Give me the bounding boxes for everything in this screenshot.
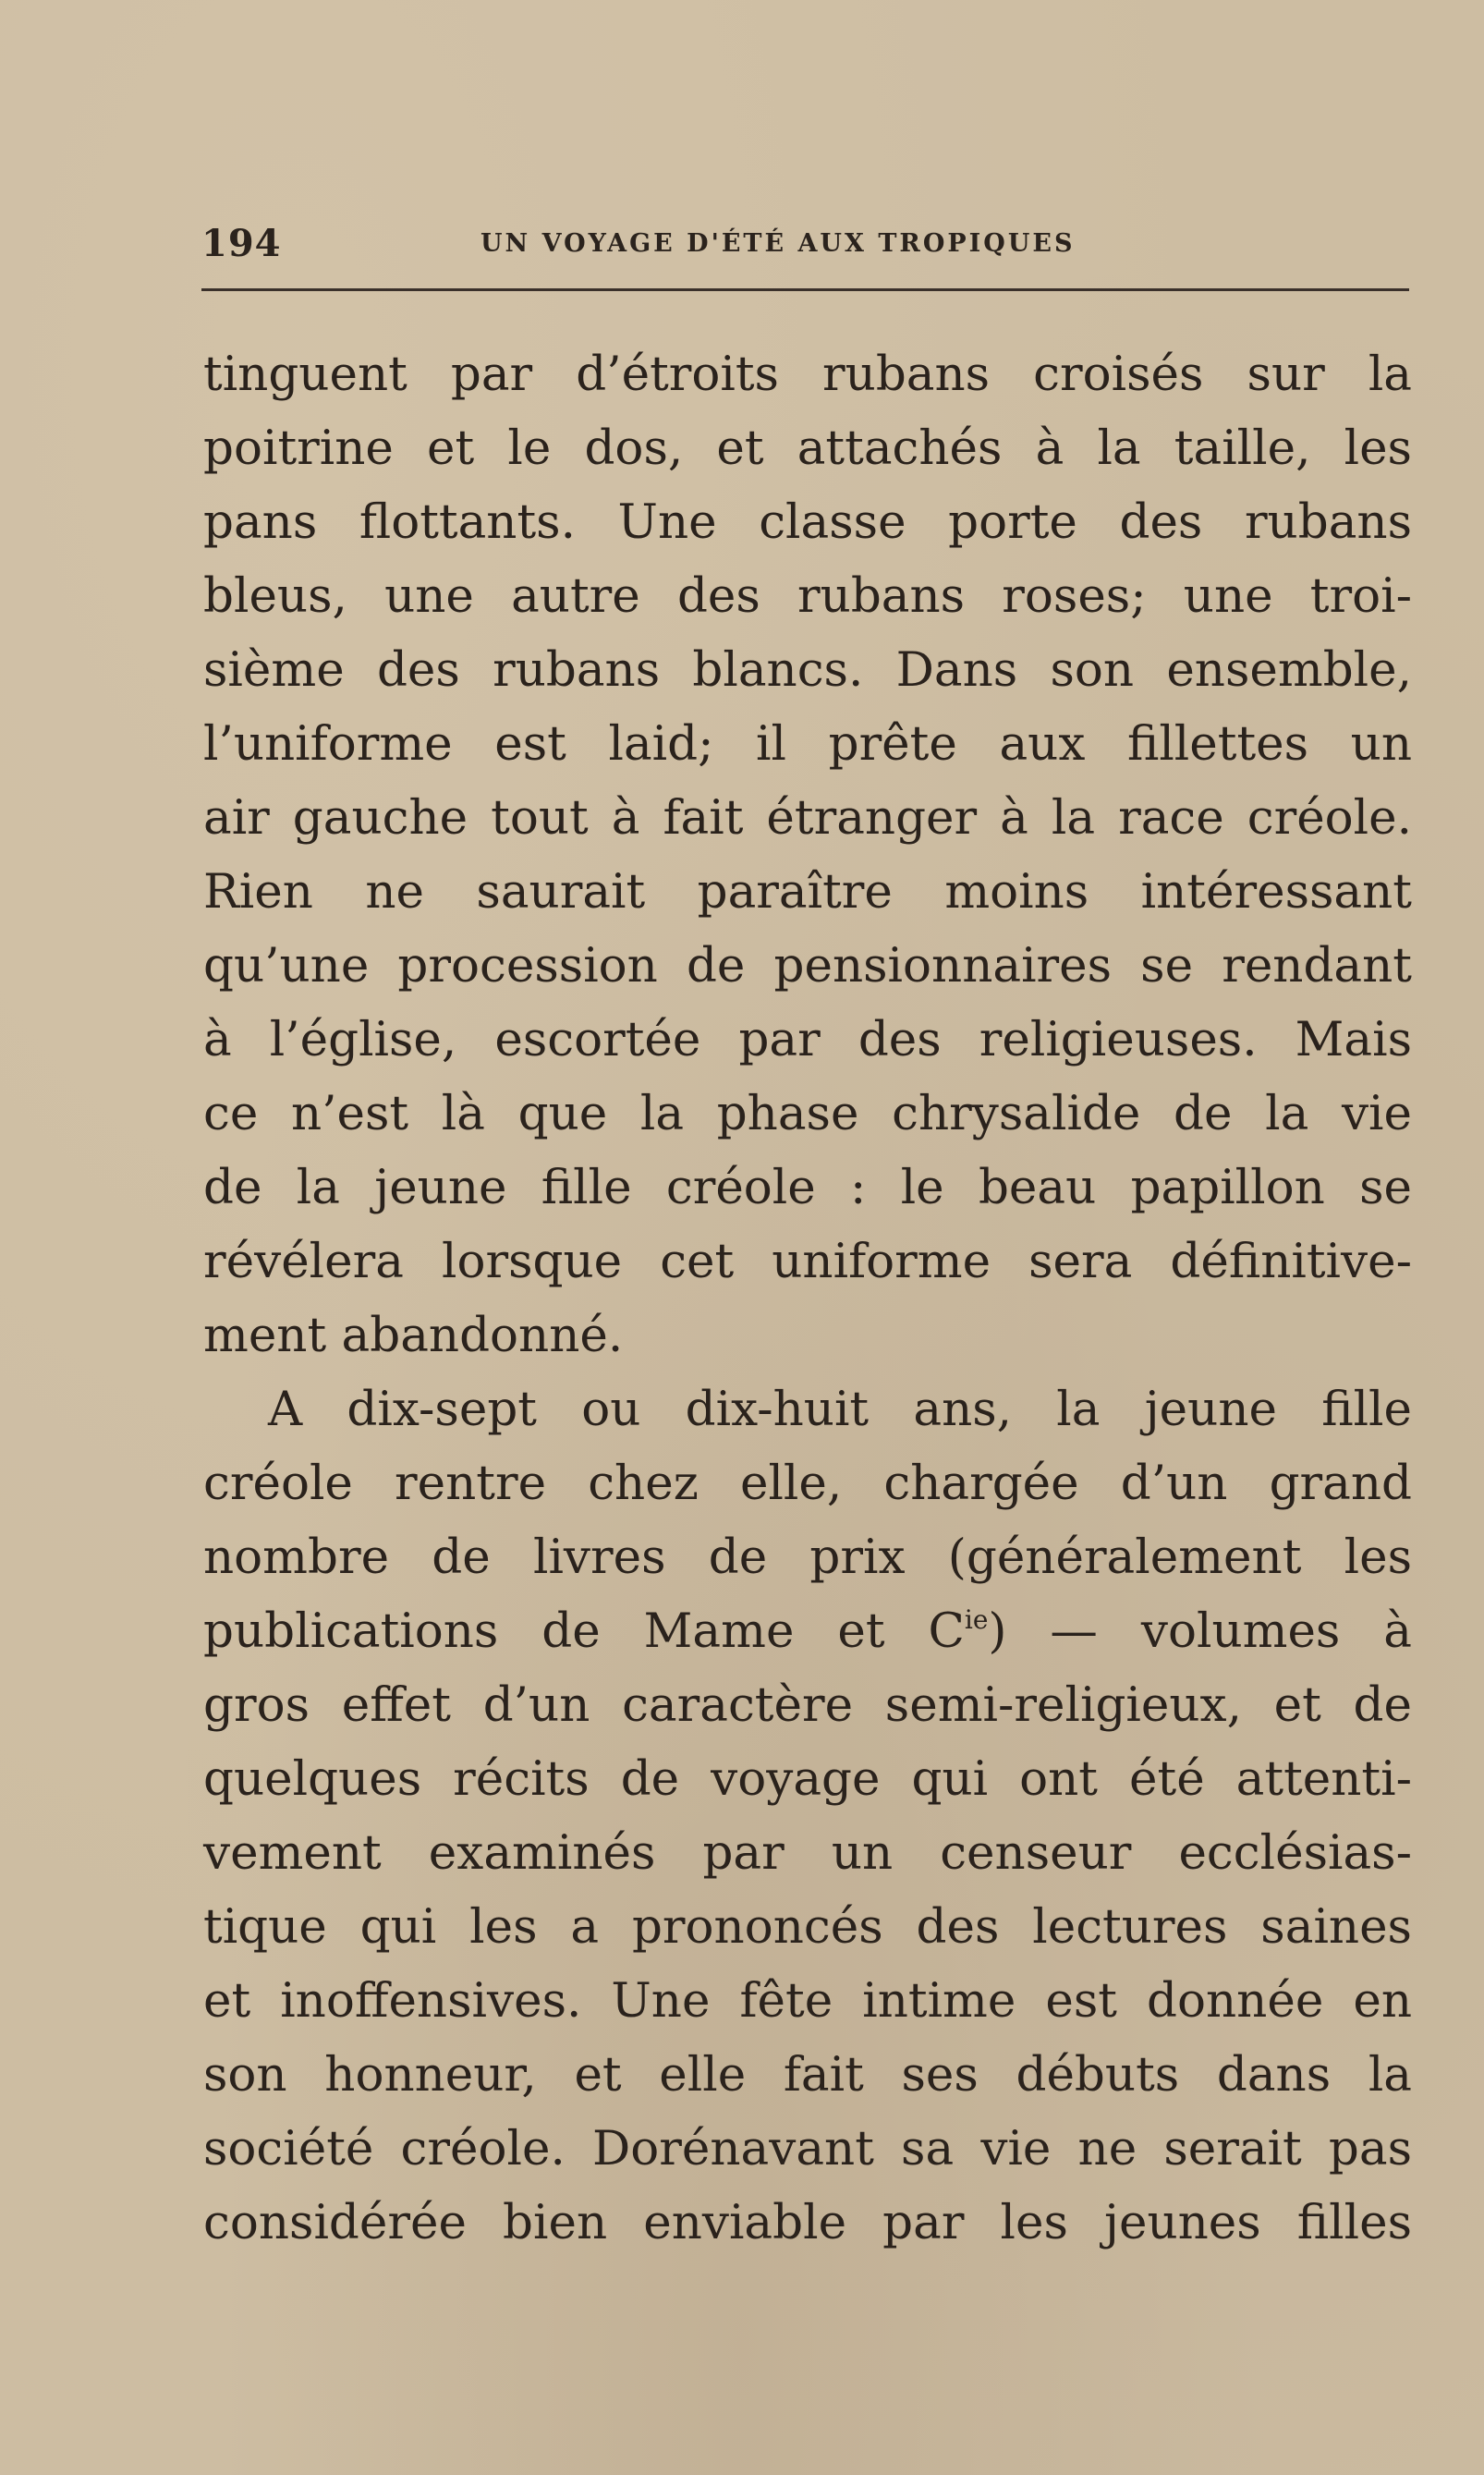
text-line: qu’une procession de pensionnaires se rendant [203,938,1412,994]
text-line: bleus, une autre des rubans roses; une troi- [203,568,1412,624]
text-line: Rien ne saurait paraître moins intéressant [203,864,1412,920]
text-line: l’uniforme est laid; il prête aux fillettes un [203,716,1412,772]
text-line: air gauche tout à fait étranger à la race créole. [203,790,1412,846]
text-line-with-superscript [203,1594,1412,1668]
text-line: ment abandonné. [203,1308,624,1363]
text-line: société créole. Dorénavant sa vie ne serait pas [203,2121,1412,2176]
text-line: de la jeune fille créole : le beau papillon se [203,1160,1412,1215]
text-line: son honneur, et elle fait ses débuts dans la [203,2047,1412,2103]
text-line: nombre de livres de prix (généralement les [203,1530,1412,1585]
page-number: 194 [201,222,282,265]
superscript: ie [964,1604,989,1635]
text-line: tinguent par d’étroits rubans croisés sur la [203,347,1412,402]
running-title: UN VOYAGE D'ÉTÉ AUX TROPIQUES [480,229,1076,258]
text-segment: ) — volumes à [988,1603,1412,1659]
text-line: et inoffensives. Une fête intime est donnée en [203,1973,1412,2029]
running-header [201,222,1409,268]
text-line: révélera lorsque cet uniforme sera définitive- [203,1234,1412,1289]
text-line: tique qui les a prononcés des lectures saines [203,1899,1412,1955]
body-text [203,337,1412,2260]
paragraph-2 [203,1372,1412,2260]
paragraph-1 [203,337,1412,1372]
text-line: considérée bien enviable par les jeunes filles [203,2195,1412,2250]
text-line: ce n’est là que la phase chrysalide de la vie [203,1086,1412,1141]
text-line: A dix-sept ou dix-huit ans, la jeune fille [268,1382,1412,1437]
text-line: à l’église, escortée par des religieuses. Mais [203,1012,1412,1067]
header-rule [201,288,1409,291]
text-segment: publications de Mame et C [203,1603,965,1659]
text-line: gros effet d’un caractère semi-religieux, et de [203,1677,1412,1733]
text-line: pans flottants. Une classe porte des rubans [203,494,1412,550]
text-line: vement examinés par un censeur ecclésias- [203,1825,1412,1881]
text-line: quelques récits de voyage qui ont été attenti- [203,1751,1412,1807]
text-line: créole rentre chez elle, chargée d’un grand [203,1456,1412,1511]
text-line: poitrine et le dos, et attachés à la taille, les [203,421,1412,476]
text-line: sième des rubans blancs. Dans son ensemble, [203,642,1412,698]
